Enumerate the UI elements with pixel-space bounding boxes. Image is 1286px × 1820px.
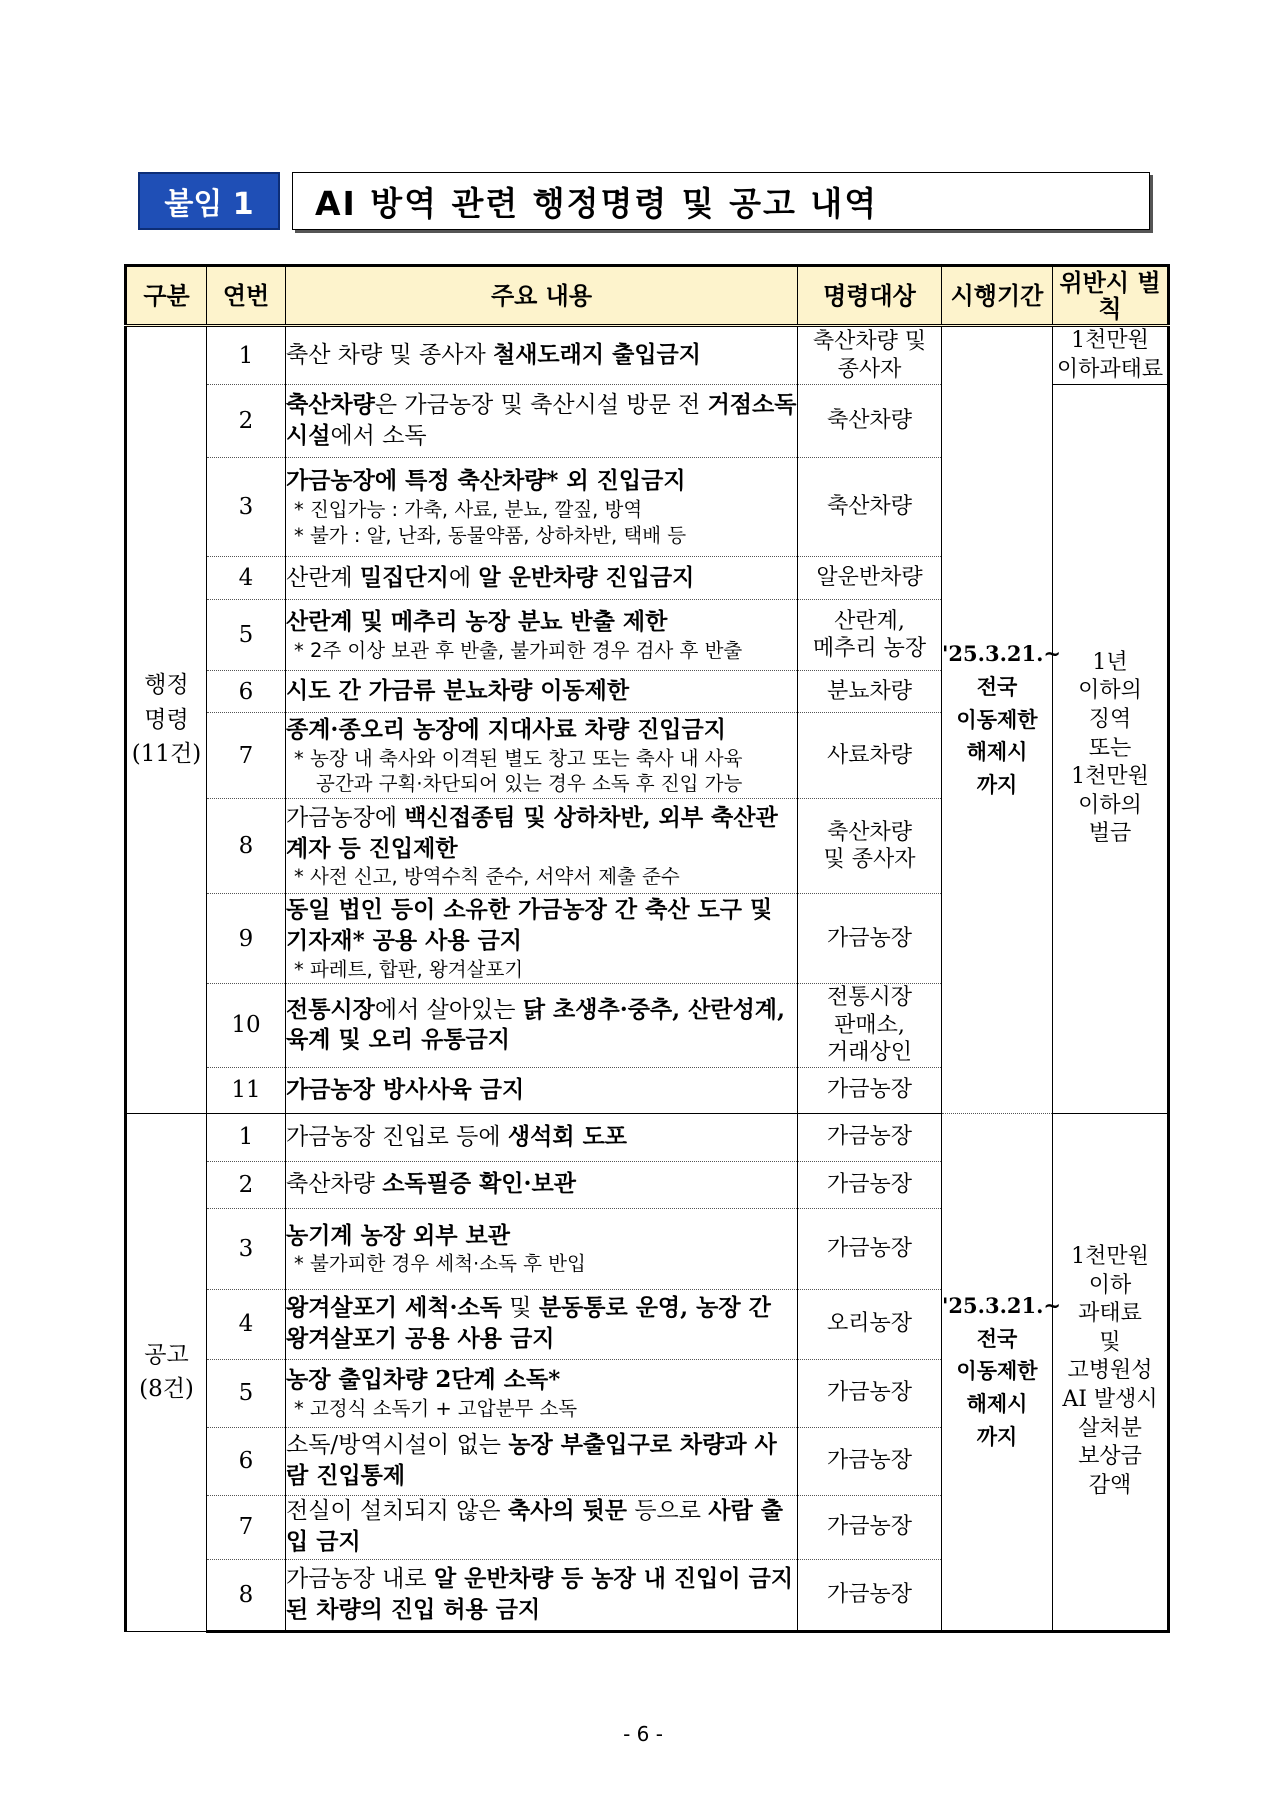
content-part: 전통시장	[286, 995, 375, 1023]
content-text	[286, 1295, 771, 1352]
row-number: 5	[207, 600, 286, 671]
content-note: * 고정식 소독기 + 고압분무 소독	[294, 1396, 578, 1420]
content-part: 에서 살아있는	[374, 996, 523, 1023]
row-content	[286, 557, 798, 600]
document-title: AI 방역 관련 행정명령 및 공고 내역	[292, 172, 1150, 230]
row-number: 8	[207, 799, 286, 894]
content-note: 공간과 구획·차단되어 있는 경우 소독 후 진입 가능	[316, 772, 743, 796]
row-content	[286, 1113, 798, 1161]
content-part: 종계·종오리 농장에 지대사료 차량 진입금지	[286, 715, 726, 743]
row-target: 축산차량 및 종사자	[798, 799, 942, 894]
header-penalty: 위반시 벌칙	[1053, 266, 1169, 326]
row-target: 가금농장	[798, 1113, 942, 1161]
row-number: 1	[207, 326, 286, 385]
penalty-cell: 1천만원 이하 과태료 및 고병원성 AI 발생시 살처분 보상금 감액	[1053, 1113, 1169, 1631]
content-part: 철새도래지 출입금지	[493, 341, 701, 369]
row-number: 2	[207, 1161, 286, 1208]
penalty-cell: 1년 이하의 징역 또는 1천만원 이하의 벌금	[1053, 385, 1169, 1114]
content-text	[286, 565, 694, 591]
content-text	[286, 1171, 576, 1197]
title-area	[138, 172, 1150, 230]
row-content	[286, 1161, 798, 1208]
page-number: - 6 -	[623, 1722, 663, 1746]
content-part: 소독/방역시설이 없는	[286, 1432, 509, 1459]
content-part: 에서 소독	[330, 423, 427, 450]
row-content	[286, 1495, 798, 1559]
content-part: 에	[448, 564, 479, 591]
content-note: * 파레트, 합판, 왕겨살포기	[294, 957, 524, 981]
content-note: * 농장 내 축사와 이격된 별도 창고 또는 축사 내 사육	[294, 746, 743, 770]
row-number: 6	[207, 1427, 286, 1495]
row-content	[286, 326, 798, 385]
row-target: 사료차량	[798, 713, 942, 799]
content-part: 동일 법인 등이 소유한 가금농장 간 축산 도구 및 기자재* 공용 사용 금지	[286, 896, 773, 955]
content-note: * 진입가능 : 가축, 사료, 분뇨, 깔짚, 방역	[294, 498, 643, 522]
row-number: 6	[207, 671, 286, 713]
content-part: 왕겨살포기 세척·소독	[286, 1294, 502, 1322]
content-part: 거점소독시설	[286, 391, 797, 450]
penalty-cell: 1천만원 이하과태료	[1053, 326, 1169, 385]
content-text	[286, 897, 772, 954]
content-text	[286, 1566, 793, 1623]
row-number: 4	[207, 1289, 286, 1359]
content-text	[286, 1124, 627, 1150]
row-target: 가금농장	[798, 1067, 942, 1113]
content-part: 소독필증 확인·보관	[382, 1170, 576, 1198]
row-target: 전통시장 판매소, 거래상인	[798, 984, 942, 1068]
header-target: 명령대상	[798, 266, 942, 326]
row-number: 9	[207, 894, 286, 984]
content-note: * 불가 : 알, 난좌, 동물약품, 상하차반, 택배 등	[294, 523, 687, 547]
content-text	[286, 609, 667, 635]
content-part: 농기계 농장 외부 보관	[286, 1221, 510, 1249]
row-content	[286, 799, 798, 894]
row-target: 가금농장	[798, 1427, 942, 1495]
content-part: 축사의 뒷문	[507, 1497, 628, 1525]
content-part: 산란계 및 메추리 농장 분뇨 반출 제한	[286, 608, 668, 636]
row-number: 3	[207, 1208, 286, 1289]
content-part: 밀집단지	[359, 563, 449, 591]
row-number: 4	[207, 557, 286, 600]
row-content	[286, 600, 798, 671]
table-body	[126, 326, 1169, 1632]
content-text	[286, 1223, 510, 1249]
content-part: 전실이 설치되지 않은	[286, 1498, 508, 1525]
row-target: 가금농장	[798, 1495, 942, 1559]
content-part: 등으로	[627, 1498, 709, 1525]
table-row	[126, 326, 1169, 385]
content-text	[286, 1367, 560, 1393]
table-header-row	[126, 266, 1169, 326]
content-part: 및	[501, 1295, 539, 1322]
content-part: 닭 초생추·중추, 산란성계, 육계 및 오리 유통금지	[286, 995, 786, 1054]
content-text	[286, 805, 778, 862]
content-part: 알 운반차량 등 농장 내 진입이 금지된 차량의 진입 허용 금지	[286, 1564, 794, 1623]
content-text	[286, 468, 686, 494]
content-note: * 2주 이상 보관 후 반출, 불가피한 경우 검사 후 반출	[294, 638, 743, 662]
period-cell: '25.3.21.~ 전국 이동제한 해제시 까지	[942, 1113, 1053, 1631]
category-cell: 공고 (8건)	[126, 1113, 207, 1631]
row-target: 가금농장	[798, 1359, 942, 1427]
row-target: 산란계, 메추리 농장	[798, 600, 942, 671]
content-part: 축산 차량 및 종사자	[286, 342, 493, 369]
content-part: 알 운반차량 진입금지	[478, 563, 695, 591]
row-content	[286, 671, 798, 713]
row-target: 축산차량	[798, 458, 942, 557]
row-content	[286, 894, 798, 984]
row-content	[286, 1067, 798, 1113]
row-target: 분뇨차량	[798, 671, 942, 713]
category-cell: 행정 명령 (11건)	[126, 326, 207, 1114]
row-target: 알운반차량	[798, 557, 942, 600]
orders-table	[124, 264, 1170, 1633]
row-number: 11	[207, 1067, 286, 1113]
row-target: 오리농장	[798, 1289, 942, 1359]
header-period: 시행기간	[942, 266, 1053, 326]
row-number: 8	[207, 1559, 286, 1631]
content-part: 가금농장 방사사육 금지	[286, 1075, 525, 1103]
content-text	[286, 1432, 777, 1489]
content-part: 가금농장에	[286, 804, 405, 831]
content-text	[286, 997, 785, 1054]
row-number: 10	[207, 984, 286, 1068]
row-content	[286, 1559, 798, 1631]
row-target: 가금농장	[798, 1161, 942, 1208]
content-part: 농장 출입차량 2단계 소독*	[286, 1366, 561, 1394]
row-target: 축산차량 및 종사자	[798, 326, 942, 385]
row-target: 가금농장	[798, 894, 942, 984]
content-text	[286, 1498, 783, 1555]
content-part: 사람 출입 금지	[286, 1497, 783, 1556]
row-target: 가금농장	[798, 1559, 942, 1631]
row-content	[286, 1208, 798, 1289]
row-number: 3	[207, 458, 286, 557]
content-part: 은 가금농장 및 축산시설 방문 전	[374, 392, 708, 419]
row-number: 7	[207, 713, 286, 799]
row-number: 7	[207, 1495, 286, 1559]
row-number: 2	[207, 385, 286, 458]
row-content	[286, 713, 798, 799]
content-text	[286, 392, 796, 449]
content-text	[286, 342, 701, 368]
period-cell: '25.3.21.~ 전국 이동제한 해제시 까지	[942, 326, 1053, 1114]
content-part: 산란계	[286, 564, 360, 591]
content-text	[286, 678, 629, 704]
row-content	[286, 385, 798, 458]
row-target: 축산차량	[798, 385, 942, 458]
row-content	[286, 458, 798, 557]
content-part: 축산차량	[286, 1171, 383, 1198]
header-no: 연번	[207, 266, 286, 326]
table-row	[126, 1113, 1169, 1161]
row-content	[286, 1427, 798, 1495]
content-text	[286, 1077, 524, 1103]
row-content	[286, 1359, 798, 1427]
content-part: 분동통로 운영, 농장 간 왕겨살포기 공용 사용 금지	[286, 1294, 771, 1353]
header-content: 주요 내용	[286, 266, 798, 326]
content-part: 가금농장 진입로 등에	[286, 1123, 508, 1150]
content-part: 가금농장에 특정 축산차량* 외 진입금지	[286, 467, 686, 495]
content-part: 농장 부출입구로 차량과 사람 진입통제	[286, 1431, 777, 1490]
row-number: 1	[207, 1113, 286, 1161]
content-part: 가금농장 내로	[286, 1565, 434, 1592]
content-part: 백신접종팀 및 상하차반, 외부 축산관계자 등 진입제한	[286, 803, 778, 862]
content-text	[286, 717, 726, 743]
row-target: 가금농장	[798, 1208, 942, 1289]
content-part: 시도 간 가금류 분뇨차량 이동제한	[286, 677, 630, 705]
header-category: 구분	[126, 266, 207, 326]
content-part: 생석회 도포	[507, 1122, 628, 1150]
row-content	[286, 1289, 798, 1359]
content-part: 축산차량	[286, 391, 375, 419]
attachment-badge: 붙임 1	[138, 172, 280, 230]
content-note: * 불가피한 경우 세척·소독 후 반입	[294, 1252, 586, 1276]
row-number: 5	[207, 1359, 286, 1427]
row-content	[286, 984, 798, 1068]
content-note: * 사전 신고, 방역수칙 준수, 서약서 제출 준수	[294, 865, 680, 889]
